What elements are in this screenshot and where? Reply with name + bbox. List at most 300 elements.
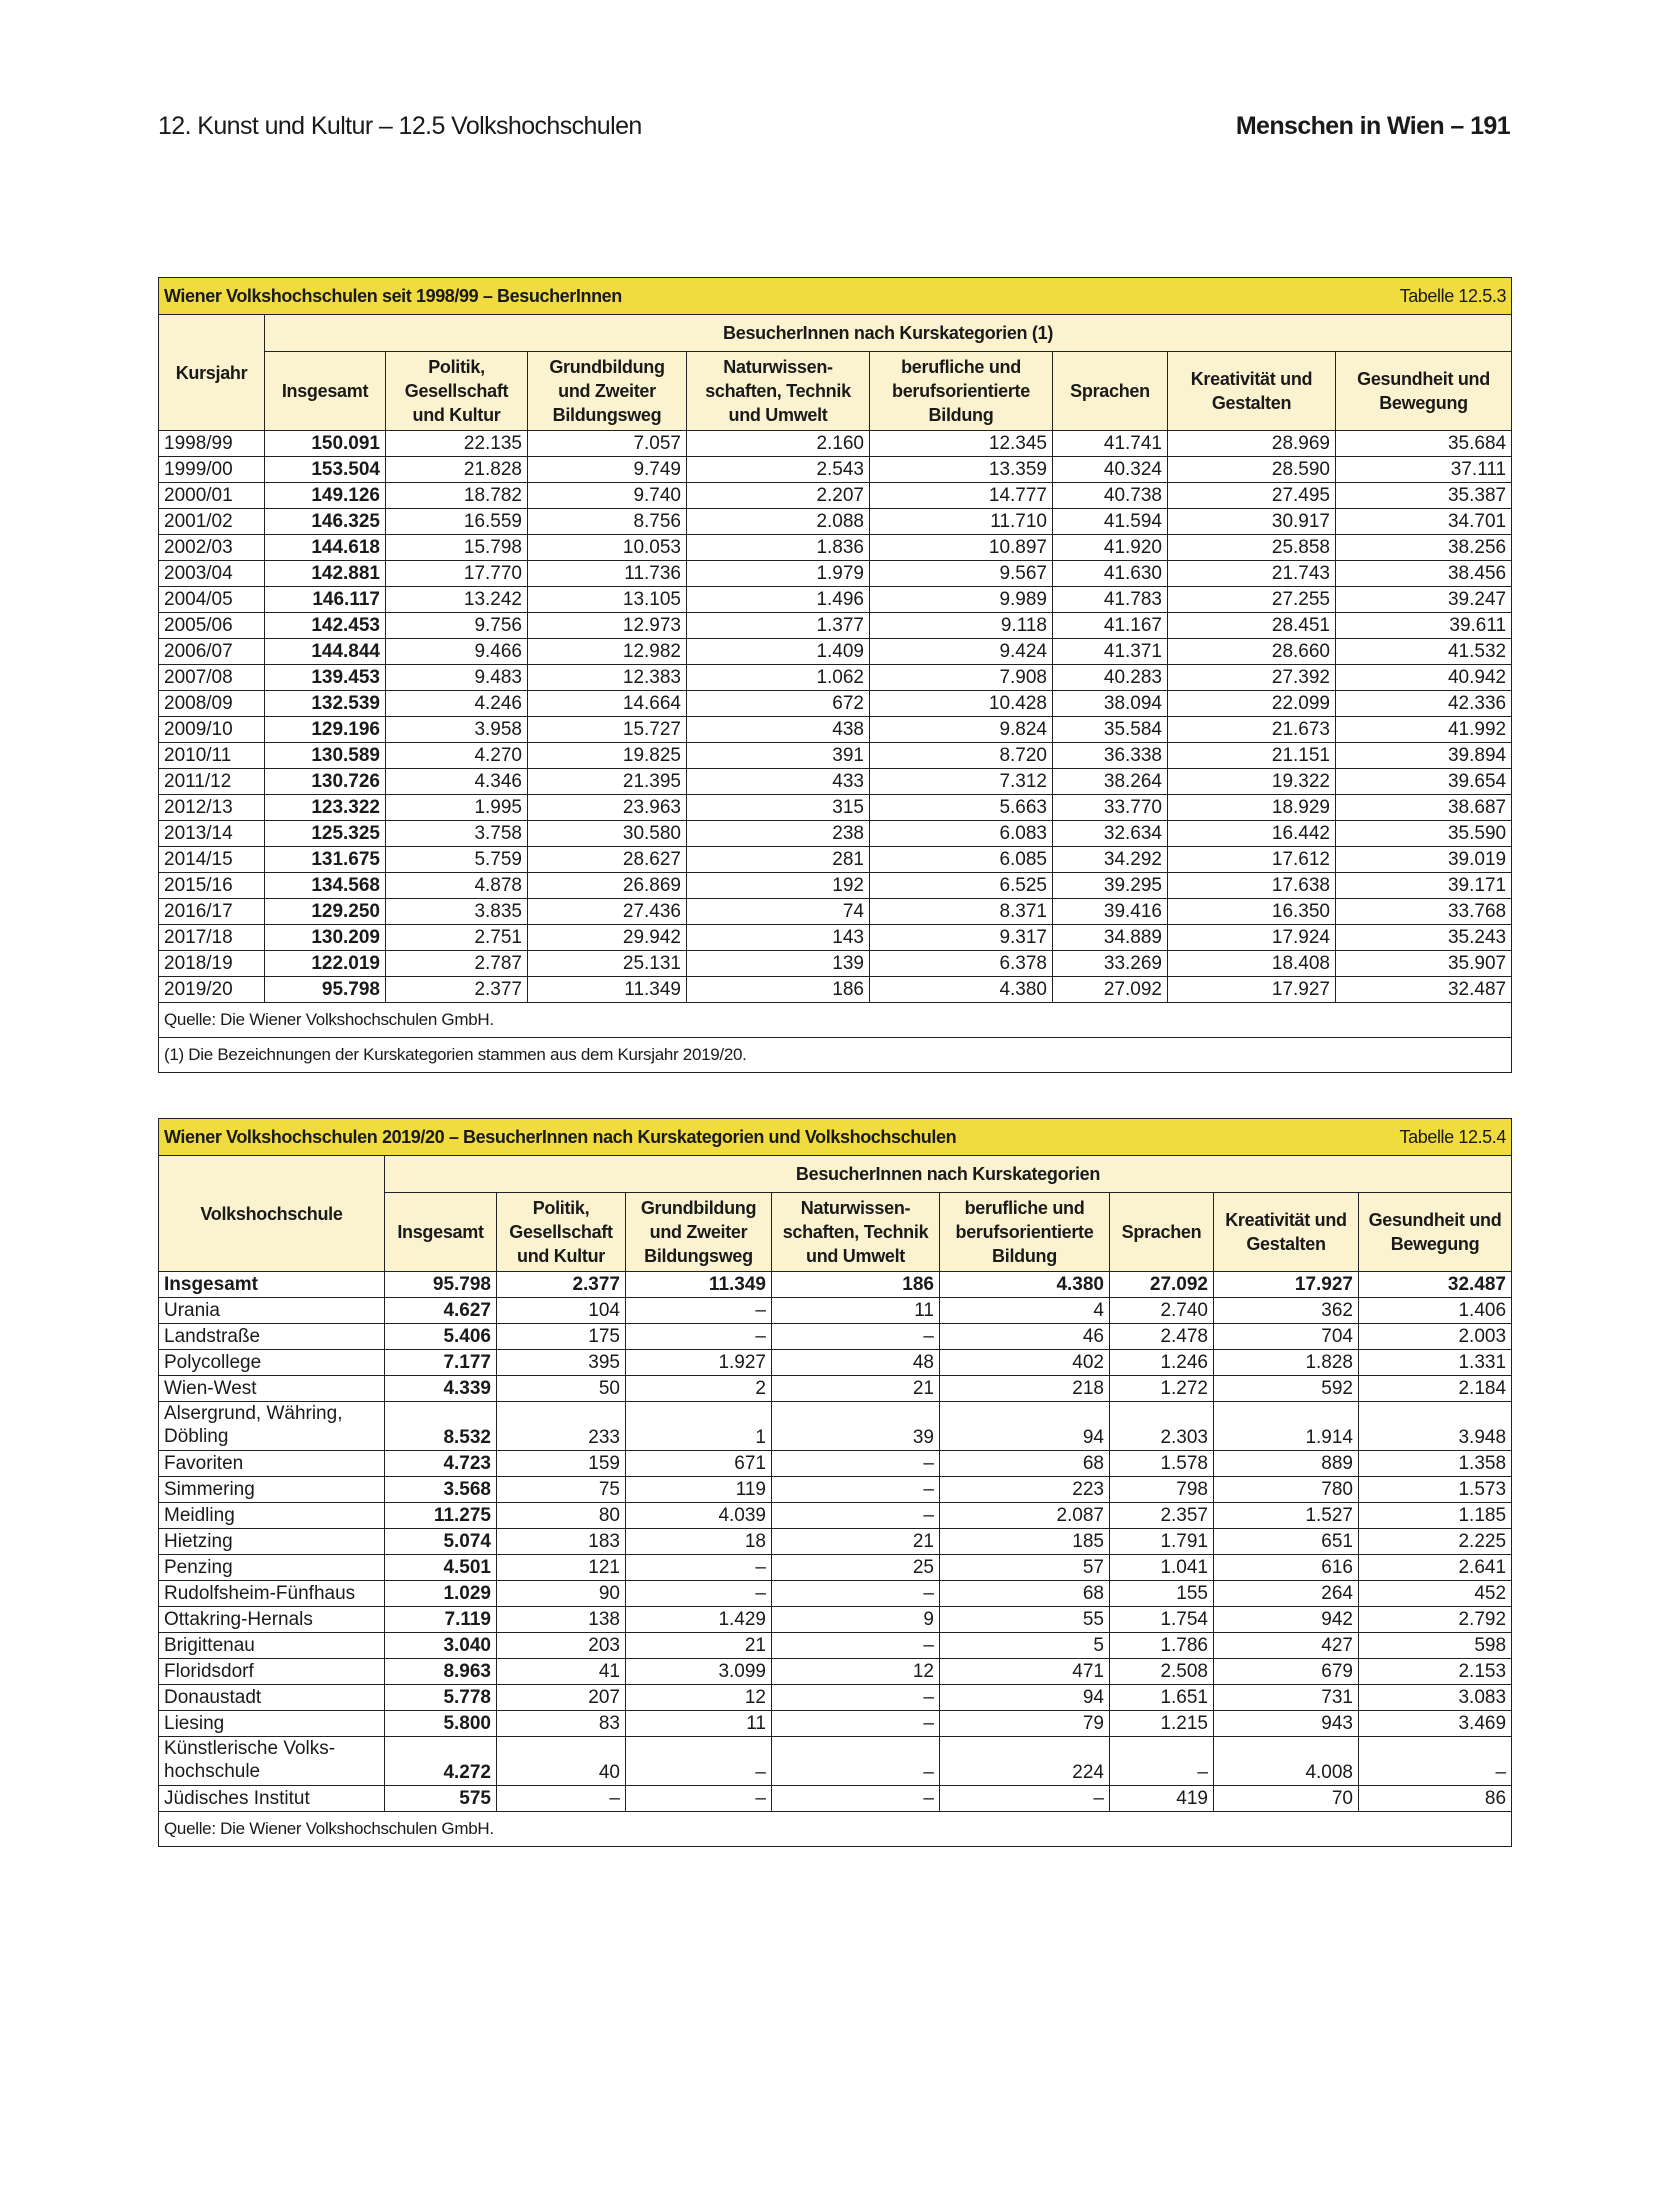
data-cell: 2.303 [1110, 1402, 1214, 1451]
data-cell: 438 [687, 717, 870, 743]
data-cell: 12.982 [528, 639, 687, 665]
data-cell: – [626, 1555, 772, 1581]
data-cell: 57 [940, 1555, 1110, 1581]
table-row [159, 951, 1512, 977]
table-row [159, 1451, 1512, 1477]
data-cell: 186 [687, 977, 870, 1003]
data-cell: 238 [687, 821, 870, 847]
data-cell: 144.618 [265, 535, 386, 561]
row-label: 2009/10 [159, 717, 265, 743]
data-cell: 4.501 [385, 1555, 497, 1581]
data-cell: 41.371 [1053, 639, 1168, 665]
data-cell: 2.088 [687, 509, 870, 535]
data-cell: 38.264 [1053, 769, 1168, 795]
table-row [159, 431, 1512, 457]
table-row [159, 691, 1512, 717]
data-cell: 27.392 [1168, 665, 1336, 691]
data-cell: 433 [687, 769, 870, 795]
header-row-group [159, 315, 1512, 352]
data-cell: 17.770 [386, 561, 528, 587]
data-cell: 4.380 [870, 977, 1053, 1003]
data-cell: 9.567 [870, 561, 1053, 587]
data-cell: 28.660 [1168, 639, 1336, 665]
data-cell: 22.135 [386, 431, 528, 457]
data-cell: 3.958 [386, 717, 528, 743]
table-row [159, 457, 1512, 483]
data-cell: 651 [1214, 1529, 1359, 1555]
footnote-row [159, 1038, 1512, 1073]
table-row [159, 1711, 1512, 1737]
data-cell: 207 [497, 1685, 626, 1711]
data-cell: 68 [940, 1581, 1110, 1607]
data-cell: 41.992 [1336, 717, 1512, 743]
data-cell: 35.684 [1336, 431, 1512, 457]
data-cell: 14.777 [870, 483, 1053, 509]
row-label: 2006/07 [159, 639, 265, 665]
data-cell: 131.675 [265, 847, 386, 873]
data-cell: 21 [772, 1529, 940, 1555]
data-cell: 419 [1110, 1786, 1214, 1812]
data-cell: 4.270 [386, 743, 528, 769]
data-cell: 33.269 [1053, 951, 1168, 977]
data-cell: 68 [940, 1451, 1110, 1477]
footnote: (1) Die Bezeichnungen der Kurskategorien stammen aus dem Kursjahr 2019/20. [159, 1038, 1512, 1073]
data-cell: 780 [1214, 1477, 1359, 1503]
table-title-cell [159, 1119, 1512, 1156]
data-cell: 2.508 [1110, 1659, 1214, 1685]
data-cell: 402 [940, 1350, 1110, 1376]
row-label: 2012/13 [159, 795, 265, 821]
data-cell: 2.160 [687, 431, 870, 457]
data-cell: 39.019 [1336, 847, 1512, 873]
row-label: 2013/14 [159, 821, 265, 847]
data-cell: 38.456 [1336, 561, 1512, 587]
data-cell: 19.825 [528, 743, 687, 769]
row-label: Meidling [159, 1503, 385, 1529]
data-cell: 11 [772, 1298, 940, 1324]
data-cell: 5.778 [385, 1685, 497, 1711]
table-row [159, 1633, 1512, 1659]
data-cell: 90 [497, 1581, 626, 1607]
data-cell: 9.824 [870, 717, 1053, 743]
data-cell: 575 [385, 1786, 497, 1812]
row-label: Favoriten [159, 1451, 385, 1477]
data-cell: 7.119 [385, 1607, 497, 1633]
table-title-bar [159, 278, 1512, 315]
data-cell: 14.664 [528, 691, 687, 717]
page-header [158, 112, 1510, 148]
data-cell: 9.317 [870, 925, 1053, 951]
data-cell: 175 [497, 1324, 626, 1350]
data-cell: 4.380 [940, 1272, 1110, 1298]
data-cell: 592 [1214, 1376, 1359, 1402]
data-cell: 2.641 [1359, 1555, 1512, 1581]
data-cell: 21.673 [1168, 717, 1336, 743]
column-header: Gesundheit und Bewegung [1359, 1193, 1512, 1272]
data-cell: 4.627 [385, 1298, 497, 1324]
data-cell: 125.325 [265, 821, 386, 847]
data-cell: 2.740 [1110, 1298, 1214, 1324]
data-cell: 1.377 [687, 613, 870, 639]
data-cell: 23.963 [528, 795, 687, 821]
table-row [159, 665, 1512, 691]
data-cell: 9.466 [386, 639, 528, 665]
data-cell: 4.246 [386, 691, 528, 717]
data-cell: 671 [626, 1451, 772, 1477]
data-cell: 27.495 [1168, 483, 1336, 509]
data-cell: 2.003 [1359, 1324, 1512, 1350]
data-cell: 10.428 [870, 691, 1053, 717]
data-cell: 10.897 [870, 535, 1053, 561]
data-cell: 33.770 [1053, 795, 1168, 821]
data-cell: 6.378 [870, 951, 1053, 977]
data-cell: 30.917 [1168, 509, 1336, 535]
data-cell: 17.927 [1214, 1272, 1359, 1298]
data-cell: – [626, 1324, 772, 1350]
data-cell: 1.828 [1214, 1350, 1359, 1376]
group-header: BesucherInnen nach Kurskategorien (1) [265, 315, 1512, 352]
data-cell: 2.357 [1110, 1503, 1214, 1529]
column-header: Naturwissen-schaften, Technik und Umwelt [772, 1193, 940, 1272]
data-cell: 9 [772, 1607, 940, 1633]
row-label: 2014/15 [159, 847, 265, 873]
data-cell: 2.543 [687, 457, 870, 483]
data-cell: 1.331 [1359, 1350, 1512, 1376]
table-row [159, 509, 1512, 535]
publication-page-number: Menschen in Wien – 191 [1235, 112, 1510, 140]
data-cell: – [626, 1737, 772, 1786]
table-row [159, 1737, 1512, 1786]
data-cell: 1.786 [1110, 1633, 1214, 1659]
row-label: Insgesamt [159, 1272, 385, 1298]
table-title-cell [159, 278, 1512, 315]
data-cell: – [772, 1503, 940, 1529]
data-cell: 17.924 [1168, 925, 1336, 951]
row-label: 2011/12 [159, 769, 265, 795]
data-cell: 672 [687, 691, 870, 717]
data-cell: 7.908 [870, 665, 1053, 691]
data-cell: 27.436 [528, 899, 687, 925]
data-cell: 704 [1214, 1324, 1359, 1350]
row-label: Brigittenau [159, 1633, 385, 1659]
data-cell: 223 [940, 1477, 1110, 1503]
data-cell: 119 [626, 1477, 772, 1503]
table-row [159, 743, 1512, 769]
data-cell: 39.894 [1336, 743, 1512, 769]
data-cell: 22.099 [1168, 691, 1336, 717]
data-cell: 18.408 [1168, 951, 1336, 977]
data-cell: 39.247 [1336, 587, 1512, 613]
table-reference: Tabelle 12.5.4 [1399, 1127, 1507, 1147]
row-label: 1999/00 [159, 457, 265, 483]
data-cell: 943 [1214, 1711, 1359, 1737]
data-cell: – [497, 1786, 626, 1812]
data-cell: 121 [497, 1555, 626, 1581]
data-cell: 6.083 [870, 821, 1053, 847]
row-label: 1998/99 [159, 431, 265, 457]
data-cell: 4 [940, 1298, 1110, 1324]
data-cell: 5.406 [385, 1324, 497, 1350]
data-cell: 37.111 [1336, 457, 1512, 483]
data-cell: 25 [772, 1555, 940, 1581]
row-label: Penzing [159, 1555, 385, 1581]
data-cell: 48 [772, 1350, 940, 1376]
data-cell: 39.654 [1336, 769, 1512, 795]
data-cell: – [940, 1786, 1110, 1812]
data-cell: 40.738 [1053, 483, 1168, 509]
data-cell: 132.539 [265, 691, 386, 717]
data-cell: 39.416 [1053, 899, 1168, 925]
data-cell: 41.532 [1336, 639, 1512, 665]
data-cell: 10.053 [528, 535, 687, 561]
data-cell: 3.948 [1359, 1402, 1512, 1451]
row-label: 2002/03 [159, 535, 265, 561]
table-title: Wiener Volkshochschulen seit 1998/99 – BesucherInnen [164, 286, 622, 306]
data-cell: 1.836 [687, 535, 870, 561]
table-row [159, 587, 1512, 613]
table-row [159, 1581, 1512, 1607]
data-cell: 130.726 [265, 769, 386, 795]
row-header: Kursjahr [159, 315, 265, 431]
data-cell: 1.185 [1359, 1503, 1512, 1529]
data-cell: – [772, 1737, 940, 1786]
row-label: Liesing [159, 1711, 385, 1737]
data-cell: 35.387 [1336, 483, 1512, 509]
table-row [159, 483, 1512, 509]
data-cell: 27.255 [1168, 587, 1336, 613]
data-cell: 15.798 [386, 535, 528, 561]
data-cell: 55 [940, 1607, 1110, 1633]
table-title-bar [159, 1119, 1512, 1156]
data-cell: 83 [497, 1711, 626, 1737]
data-cell: 3.835 [386, 899, 528, 925]
data-cell: 41.167 [1053, 613, 1168, 639]
data-cell: 17.638 [1168, 873, 1336, 899]
data-cell: 1.754 [1110, 1607, 1214, 1633]
data-cell: 1.041 [1110, 1555, 1214, 1581]
row-label: 2001/02 [159, 509, 265, 535]
data-cell: 4.008 [1214, 1737, 1359, 1786]
table-row [159, 1324, 1512, 1350]
row-label: 2016/17 [159, 899, 265, 925]
data-cell: 395 [497, 1350, 626, 1376]
data-cell: 2.787 [386, 951, 528, 977]
table-row [159, 795, 1512, 821]
table-row [159, 639, 1512, 665]
data-cell: 40.942 [1336, 665, 1512, 691]
data-cell: 1.358 [1359, 1451, 1512, 1477]
total-row [159, 1272, 1512, 1298]
data-cell: 39 [772, 1402, 940, 1451]
group-header: BesucherInnen nach Kurskategorien [385, 1156, 1512, 1193]
row-label: 2003/04 [159, 561, 265, 587]
data-cell: 41.783 [1053, 587, 1168, 613]
data-cell: 362 [1214, 1298, 1359, 1324]
data-cell: 143 [687, 925, 870, 951]
data-cell: 25.858 [1168, 535, 1336, 561]
data-cell: 144.844 [265, 639, 386, 665]
data-cell: 1.062 [687, 665, 870, 691]
data-cell: 9.424 [870, 639, 1053, 665]
table-row [159, 873, 1512, 899]
data-cell: – [772, 1451, 940, 1477]
table-row [159, 1298, 1512, 1324]
data-cell: 28.969 [1168, 431, 1336, 457]
data-cell: 12 [772, 1659, 940, 1685]
data-cell: 11 [626, 1711, 772, 1737]
data-cell: 2.207 [687, 483, 870, 509]
table-reference: Tabelle 12.5.3 [1399, 286, 1507, 306]
data-cell: 1.578 [1110, 1451, 1214, 1477]
data-cell: – [1110, 1737, 1214, 1786]
data-cell: 17.927 [1168, 977, 1336, 1003]
data-cell: 12 [626, 1685, 772, 1711]
data-cell: 13.242 [386, 587, 528, 613]
data-cell: 4.878 [386, 873, 528, 899]
data-cell: 1.272 [1110, 1376, 1214, 1402]
row-label: Simmering [159, 1477, 385, 1503]
data-cell: 38.094 [1053, 691, 1168, 717]
data-cell: 159 [497, 1451, 626, 1477]
data-cell: 32.487 [1336, 977, 1512, 1003]
column-header: berufliche und berufsorientierte Bildung [940, 1193, 1110, 1272]
data-cell: 315 [687, 795, 870, 821]
table-row [159, 847, 1512, 873]
table-row [159, 561, 1512, 587]
table-row [159, 1607, 1512, 1633]
data-cell: 26.869 [528, 873, 687, 899]
data-cell: 32.634 [1053, 821, 1168, 847]
data-cell: 233 [497, 1402, 626, 1451]
header-row-categories [159, 352, 1512, 431]
data-cell: 1.791 [1110, 1529, 1214, 1555]
data-cell: 35.590 [1336, 821, 1512, 847]
data-cell: 32.487 [1359, 1272, 1512, 1298]
column-header: Sprachen [1053, 352, 1168, 431]
column-header: Grundbildung und Zweiter Bildungsweg [528, 352, 687, 431]
table-row [159, 1786, 1512, 1812]
data-cell: 38.687 [1336, 795, 1512, 821]
data-cell: 104 [497, 1298, 626, 1324]
column-header: Insgesamt [385, 1193, 497, 1272]
row-label: Landstraße [159, 1324, 385, 1350]
row-label: Hietzing [159, 1529, 385, 1555]
data-cell: 130.589 [265, 743, 386, 769]
column-header: Naturwissen-schaften, Technik und Umwelt [687, 352, 870, 431]
table-row [159, 1685, 1512, 1711]
data-cell: 134.568 [265, 873, 386, 899]
data-cell: 1.406 [1359, 1298, 1512, 1324]
data-cell: 1.409 [687, 639, 870, 665]
data-cell: 38.256 [1336, 535, 1512, 561]
data-cell: 50 [497, 1376, 626, 1402]
column-header: Kreativität und Gestalten [1168, 352, 1336, 431]
data-cell: 21.151 [1168, 743, 1336, 769]
column-header: Sprachen [1110, 1193, 1214, 1272]
data-cell: 27.092 [1110, 1272, 1214, 1298]
data-cell: 28.590 [1168, 457, 1336, 483]
data-cell: 13.359 [870, 457, 1053, 483]
data-cell: 1 [626, 1402, 772, 1451]
table-row [159, 717, 1512, 743]
data-cell: 122.019 [265, 951, 386, 977]
table-row [159, 1477, 1512, 1503]
data-cell: 2.478 [1110, 1324, 1214, 1350]
data-cell: 5.074 [385, 1529, 497, 1555]
table-row [159, 1503, 1512, 1529]
data-cell: 155 [1110, 1581, 1214, 1607]
data-cell: 1.215 [1110, 1711, 1214, 1737]
data-cell: 130.209 [265, 925, 386, 951]
table-row [159, 769, 1512, 795]
data-cell: 16.442 [1168, 821, 1336, 847]
data-cell: 13.105 [528, 587, 687, 613]
row-label: 2010/11 [159, 743, 265, 769]
data-cell: 42.336 [1336, 691, 1512, 717]
data-cell: 86 [1359, 1786, 1512, 1812]
row-label: Künstlerische Volks-hochschule [159, 1737, 385, 1786]
data-cell: 4.723 [385, 1451, 497, 1477]
data-cell: 41.741 [1053, 431, 1168, 457]
data-cell: 224 [940, 1737, 1110, 1786]
data-cell: 281 [687, 847, 870, 873]
row-label: Ottakring-Hernals [159, 1607, 385, 1633]
data-cell: 7.312 [870, 769, 1053, 795]
data-cell: 1.496 [687, 587, 870, 613]
row-header: Volkshochschule [159, 1156, 385, 1272]
table-row [159, 899, 1512, 925]
data-cell: 12.345 [870, 431, 1053, 457]
data-cell: 5 [940, 1633, 1110, 1659]
row-label: 2019/20 [159, 977, 265, 1003]
column-header: Gesundheit und Bewegung [1336, 352, 1512, 431]
data-cell: 74 [687, 899, 870, 925]
data-cell: – [626, 1581, 772, 1607]
data-cell: 1.429 [626, 1607, 772, 1633]
data-cell: 34.701 [1336, 509, 1512, 535]
data-cell: 6.525 [870, 873, 1053, 899]
data-cell: 1.651 [1110, 1685, 1214, 1711]
chapter-title: 12. Kunst und Kultur – 12.5 Volkshochschulen [158, 112, 642, 140]
data-cell: – [626, 1786, 772, 1812]
data-cell: 27.092 [1053, 977, 1168, 1003]
data-cell: 2.153 [1359, 1659, 1512, 1685]
data-cell: 15.727 [528, 717, 687, 743]
data-cell: 129.196 [265, 717, 386, 743]
column-header: Kreativität und Gestalten [1214, 1193, 1359, 1272]
data-cell: 21 [772, 1376, 940, 1402]
column-header: berufliche und berufsorientierte Bildung [870, 352, 1053, 431]
data-cell: 731 [1214, 1685, 1359, 1711]
data-cell: 21.395 [528, 769, 687, 795]
data-cell: 2.377 [497, 1272, 626, 1298]
data-cell: 46 [940, 1324, 1110, 1350]
data-cell: 1.995 [386, 795, 528, 821]
data-cell: 11.349 [528, 977, 687, 1003]
data-cell: 41.630 [1053, 561, 1168, 587]
data-cell: 30.580 [528, 821, 687, 847]
data-cell: 39.295 [1053, 873, 1168, 899]
data-cell: 1.029 [385, 1581, 497, 1607]
row-label: Jüdisches Institut [159, 1786, 385, 1812]
data-cell: 2.792 [1359, 1607, 1512, 1633]
data-cell: 21.743 [1168, 561, 1336, 587]
table-visitors-by-school [158, 1118, 1512, 1847]
data-cell: 35.243 [1336, 925, 1512, 951]
data-cell: 1.573 [1359, 1477, 1512, 1503]
data-cell: 94 [940, 1402, 1110, 1451]
data-cell: 5.663 [870, 795, 1053, 821]
